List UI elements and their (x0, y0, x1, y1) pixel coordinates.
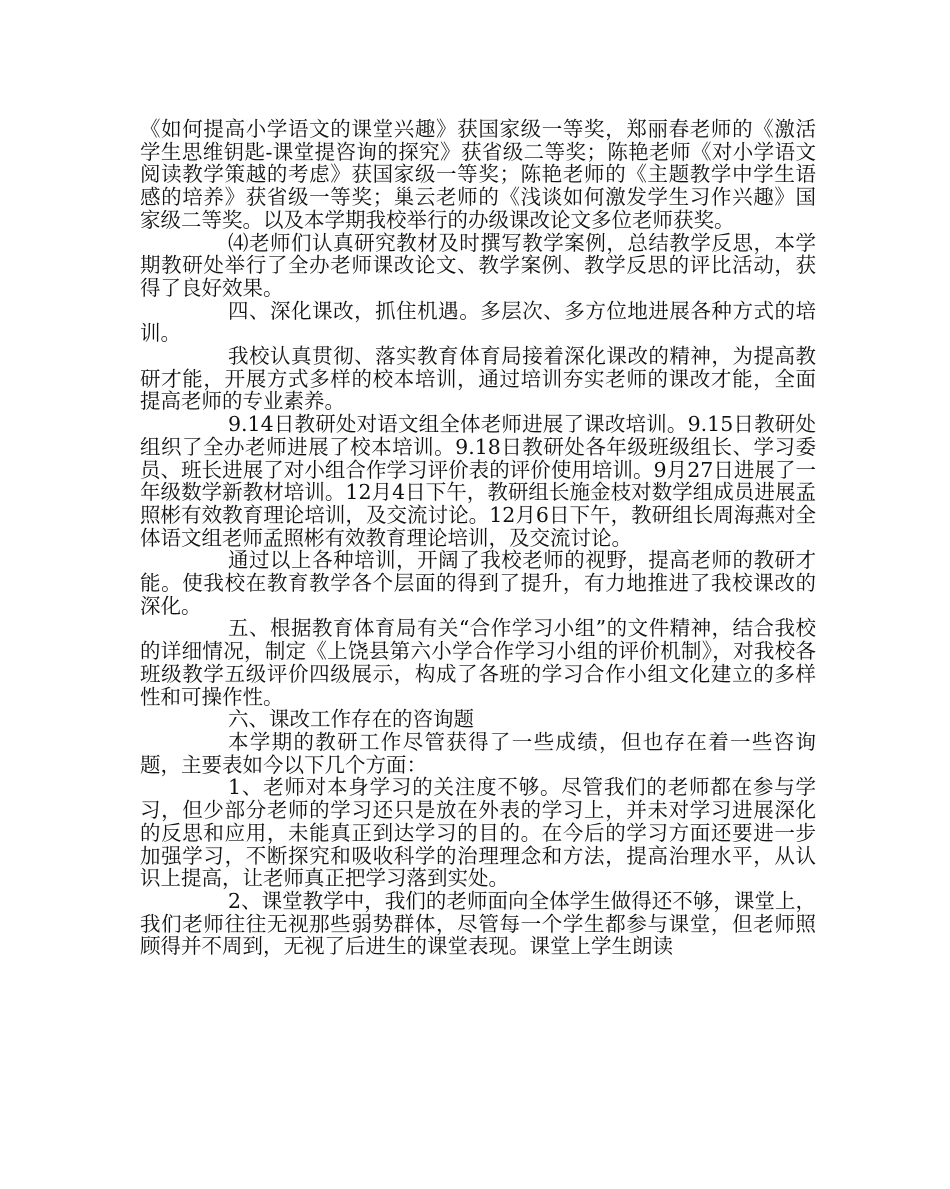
section-heading-problems: 六、课改工作存在的咨询题 (228, 707, 474, 732)
section-heading-cooperative-learning: 五、根据教育体育局有关“合作学习小组”的文件精神，结合我校的详细情况，制定《上饶县第六小学合作学习小组的评价机制》，对我校各班级教学五级评价四级展示，构成了各班的学习合作小组文化建立的多样性和可操作性。 (140, 616, 816, 709)
paragraph-school-training: 我校认真贯彻、落实教育体育局接着深化课改的精神，为提高教研才能，开展方式多样的校本培训，通过培训夯实老师的课改才能，全面提高老师的专业素养。 (140, 344, 816, 414)
document-body (140, 118, 816, 958)
paragraph-problem-1: 1、老师对本身学习的关注度不够。尽管我们的老师都在参与学习，但少部分老师的学习还只是放在外表的学习上，并未对学习进展深化的反思和应用，未能真正到达学习的目的。在今后的学习方面还要进一步加强学习，不断探究和吸收科学的治理理念和方法，提高治理水平，从认识上提高，让老师真正把学习落到实处。 (140, 775, 816, 891)
paragraph-problem-2: 2、课堂教学中，我们的老师面向全体学生做得还不够，课堂上，我们老师往往无视那些弱势群体，尽管每一个学生都参与课堂，但老师照顾得并不周到，无视了后进生的课堂表现。课堂上学生朗读 (140, 888, 816, 959)
section-heading-deepen-reform: 四、深化课改，抓住机遇。多层次、多方位地进展各种方式的培训。 (140, 298, 816, 346)
paragraph-teaching-cases: ⑷老师们认真研究教材及时撰写教学案例，总结教学反思，本学期教研处举行了全办老师课改论文、教学案例、教学反思的评比活动，获得了良好效果。 (140, 230, 816, 300)
paragraph-award-list: 《如何提高小学语文的课堂兴趣》获国家级一等奖，郑丽春老师的《激活学生思维钥匙-课堂提咨询的探究》获省级二等奖；陈艳老师《对小学语文阅读教学策越的考虑》获国家级一等奖；陈艳老师的《主题教学中学生语感的培养》获省级一等奖；巢云老师的《浅谈如何激发学生习作兴趣》国家级二等奖。以及本学期我校举行的办级课改论文多位老师获奖。 (140, 117, 816, 232)
paragraph-training-results: 通过以上各种培训，开阔了我校老师的视野，提高老师的教研才能。使我校在教育教学各个层面的得到了提升，有力地推进了我校课改的深化。 (140, 548, 816, 618)
paragraph-training-schedule: 9.14日教研处对语文组全体老师进展了课改培训。9.15日教研处组织了全办老师进展了校本培训。9.18日教研处各年级班级组长、学习委员、班长进展了对小组合作学习评价表的评价使用培训。9月27日进展了一年级数学新教材培训。12月4日下午，教研组长施金枝对数学组成员进展孟照彬有效教育理论培训，及交流讨论。12月6日下午，教研组长周海燕对全体语文组老师孟照彬有效教育理论培训，及交流讨论。 (140, 412, 816, 550)
paragraph-problems-intro: 本学期的教研工作尽管获得了一些成绩，但也存在着一些咨询题，主要表如今以下几个方面： (140, 729, 816, 777)
